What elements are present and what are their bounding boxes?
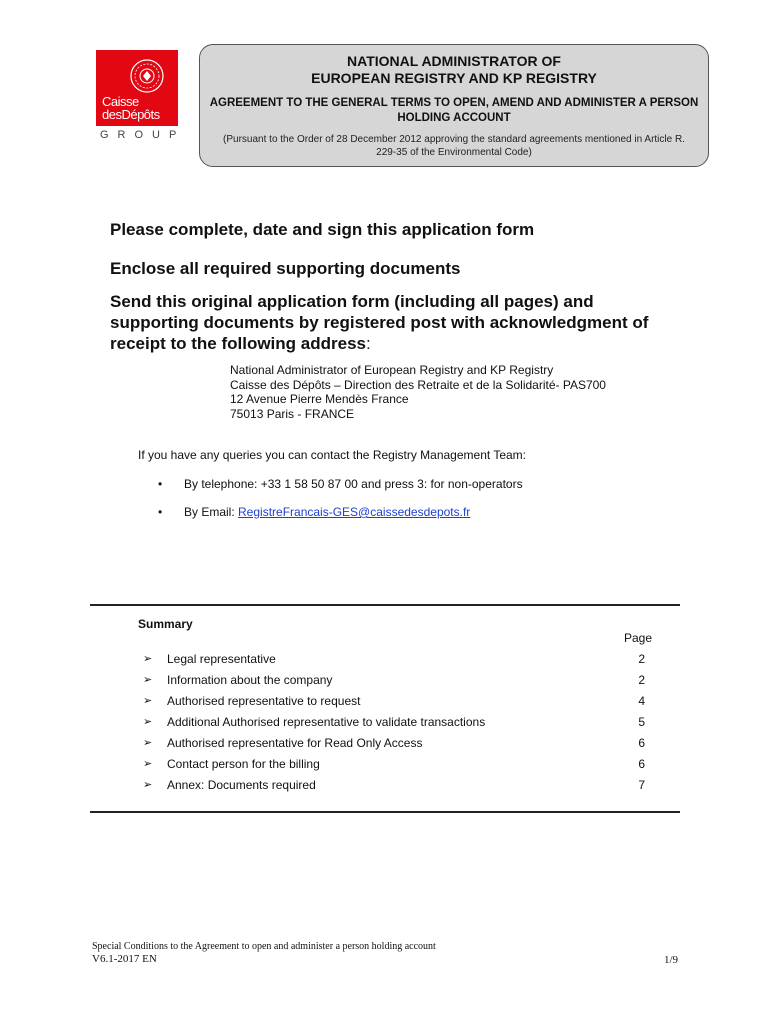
logo-line-2: desDépôts bbox=[102, 107, 160, 122]
header-subtitle: AGREEMENT TO THE GENERAL TERMS TO OPEN, AMEND AND ADMINISTER A PERSON HOLDING ACCOUNT bbox=[209, 97, 699, 124]
summary-item-page: 2 bbox=[638, 673, 645, 687]
arrow-bullet-icon: ➢ bbox=[143, 779, 153, 791]
instruction-enclose: Enclose all required supporting documents bbox=[110, 259, 461, 278]
summary-item-page: 5 bbox=[638, 715, 645, 729]
address-line-1: National Administrator of European Registry and KP Registry bbox=[230, 363, 554, 377]
summary-item-label: Authorised representative for Read Only Access bbox=[167, 736, 423, 750]
arrow-bullet-icon: ➢ bbox=[143, 653, 153, 665]
summary-item-label: Annex: Documents required bbox=[167, 778, 316, 792]
footer-text: Special Conditions to the Agreement to open and administer a person holding account bbox=[92, 941, 436, 952]
summary-item-label: Authorised representative to request bbox=[167, 694, 361, 708]
arrow-bullet-icon: ➢ bbox=[143, 695, 153, 707]
summary-item-page: 2 bbox=[638, 652, 645, 666]
header-title-line-2: EUROPEAN REGISTRY AND KP REGISTRY bbox=[311, 70, 597, 86]
summary-item-page: 7 bbox=[638, 778, 645, 792]
logo-group-label: GROUP bbox=[100, 129, 186, 141]
header-title bbox=[200, 53, 708, 87]
summary-item bbox=[143, 694, 645, 710]
summary-item-page: 6 bbox=[638, 757, 645, 771]
instruction-send bbox=[110, 291, 670, 354]
summary-item-label: Legal representative bbox=[167, 652, 276, 666]
instruction-complete: Please complete, date and sign this application form bbox=[110, 220, 535, 239]
summary-item bbox=[143, 736, 645, 752]
footer-version: V6.1-2017 EN bbox=[92, 953, 157, 965]
contact-email-prefix: By Email: bbox=[184, 505, 239, 519]
logo-wordmark bbox=[102, 95, 160, 121]
bullet-icon: • bbox=[158, 477, 163, 491]
summary-item bbox=[143, 652, 645, 668]
logo-line-1: Caisse bbox=[102, 94, 139, 109]
contact-intro: If you have any queries you can contact the Registry Management Team: bbox=[138, 448, 526, 462]
header-note: (Pursuant to the Order of 28 December 2012 approving the standard agreements mentioned in Article R. 229-35 of the Environmental Code) bbox=[223, 134, 685, 158]
instruction-send-colon: : bbox=[365, 334, 371, 353]
arrow-bullet-icon: ➢ bbox=[143, 716, 153, 728]
caisse-des-depots-logo bbox=[96, 50, 186, 141]
summary-item-label: Information about the company bbox=[167, 673, 333, 687]
summary-item bbox=[143, 673, 645, 689]
summary-item bbox=[143, 757, 645, 773]
logo-red-block bbox=[96, 50, 178, 126]
contact-phone-item bbox=[158, 477, 523, 491]
contact-email-link[interactable]: RegistreFrancais-GES@caissedesdepots.fr bbox=[238, 505, 471, 519]
contact-email-item bbox=[158, 505, 470, 519]
header-title-line-1: NATIONAL ADMINISTRATOR OF bbox=[347, 53, 561, 69]
postal-address bbox=[230, 363, 606, 421]
document-header-box bbox=[199, 44, 709, 167]
footer-page-number: 1/9 bbox=[663, 954, 678, 966]
address-line-3: 12 Avenue Pierre Mendès France bbox=[230, 392, 409, 406]
page-footer bbox=[92, 941, 682, 965]
summary-top-rule bbox=[90, 604, 680, 606]
instruction-send-text: Send this original application form (including all pages) and supporting documents by registered post with acknowledgment of receipt to the following address bbox=[110, 292, 649, 353]
summary-item-label: Additional Authorised representative to validate transactions bbox=[167, 715, 486, 729]
summary-bottom-rule bbox=[90, 811, 680, 813]
arrow-bullet-icon: ➢ bbox=[143, 674, 153, 686]
summary-item-page: 4 bbox=[638, 694, 645, 708]
bullet-icon: • bbox=[158, 505, 163, 519]
summary-item-page: 6 bbox=[638, 736, 645, 750]
summary-item-label: Contact person for the billing bbox=[167, 757, 320, 771]
address-line-2: Caisse des Dépôts – Direction des Retraite et de la Solidarité- PAS700 bbox=[230, 377, 606, 392]
arrow-bullet-icon: ➢ bbox=[143, 737, 153, 749]
summary-item bbox=[143, 715, 645, 731]
address-line-4: 75013 Paris - FRANCE bbox=[230, 406, 355, 421]
summary-item bbox=[143, 778, 645, 794]
summary-page-header: Page bbox=[624, 631, 653, 645]
arrow-bullet-icon: ➢ bbox=[143, 758, 153, 770]
contact-phone: By telephone: +33 1 58 50 87 00 and press 3: for non-operators bbox=[184, 477, 523, 491]
summary-title: Summary bbox=[138, 617, 193, 631]
seal-emblem-icon bbox=[128, 57, 166, 95]
